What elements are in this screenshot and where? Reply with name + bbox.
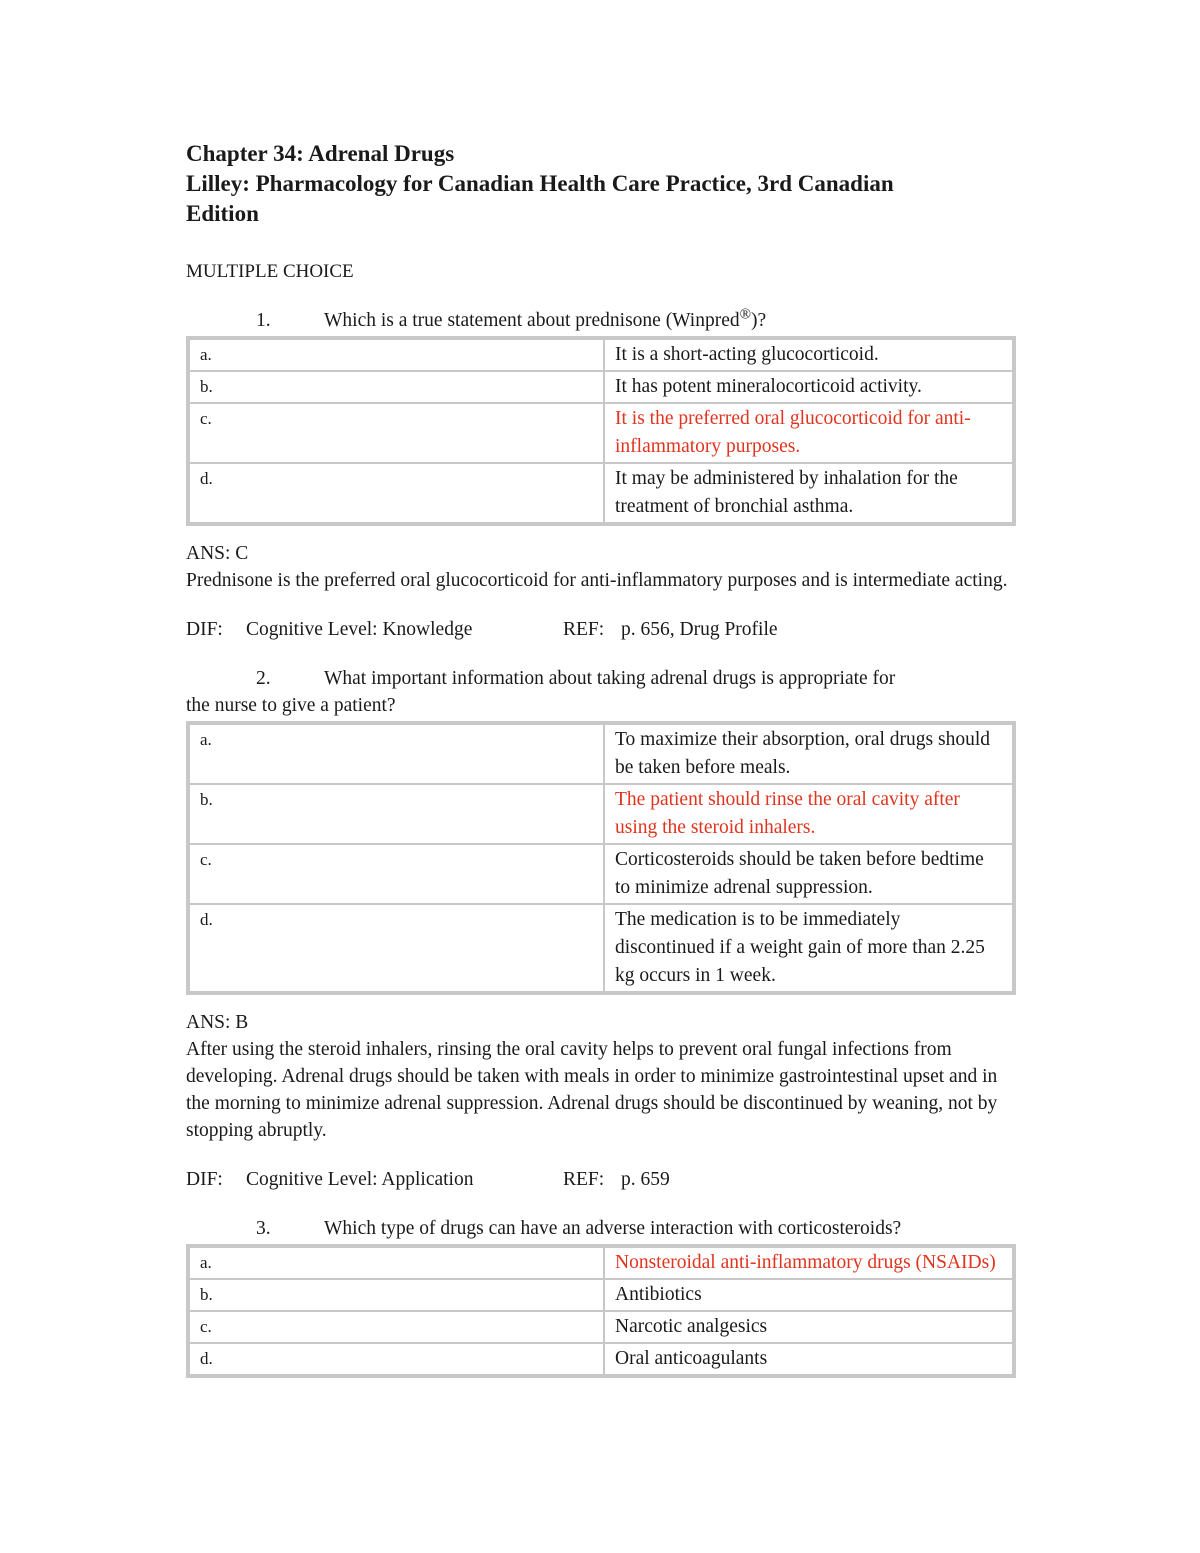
question-3-options [186,1244,1016,1378]
option-letter: c. [189,844,604,904]
ref-value: p. 659 [621,1169,670,1190]
page-content [186,139,1016,1378]
option-letter: a. [189,1247,604,1279]
option-letter: b. [189,784,604,844]
answer-block [186,1009,1016,1144]
option-row [189,784,1013,844]
answer-key: ANS: C [186,543,249,564]
option-text-correct: Nonsteroidal anti-inflammatory drugs (NSAIDs) [604,1247,1013,1279]
option-letter: a. [189,339,604,371]
option-letter: d. [189,463,604,523]
option-text: Antibiotics [604,1279,1013,1311]
option-text: Corticosteroids should be taken before bedtime to minimize adrenal suppression. [604,844,1013,904]
answer-block [186,540,1016,594]
option-text: It is a short-acting glucocorticoid. [604,339,1013,371]
option-letter: c. [189,1311,604,1343]
option-row [189,403,1013,463]
option-text-correct: It is the preferred oral glucocorticoid for anti-inflammatory purposes. [604,403,1013,463]
option-letter: a. [189,724,604,784]
section-heading: MULTIPLE CHOICE [186,261,354,282]
book-title-line-1: Lilley: Pharmacology for Canadian Health Care Practice, 3rd Canadian [186,171,894,196]
question-2-options [186,721,1016,995]
book-title-line-2: Edition [186,201,259,226]
question-text: What important information about taking adrenal drugs is appropriate for [324,668,896,689]
question-number: 1. [256,310,271,331]
option-row [189,904,1013,992]
question-text: Which type of drugs can have an adverse interaction with corticosteroids? [324,1218,902,1239]
option-row [189,339,1013,371]
option-row [189,724,1013,784]
ref-value: p. 656, Drug Profile [621,619,778,640]
rationale: After using the steroid inhalers, rinsing the oral cavity helps to prevent oral fungal infections from developing. Adrenal drugs should be taken with meals in order to minimize gastrointestinal upset and in the morning to minimize adrenal suppression. Adrenal drugs should be discontinued by weaning, not by stopping abruptly. [186,1039,998,1141]
dif-value: Cognitive Level: Knowledge [246,619,473,640]
question-1-stem [186,307,1016,334]
option-letter: c. [189,403,604,463]
option-row [189,371,1013,403]
question-3-stem [186,1215,1016,1242]
ref-label: REF: [563,1169,605,1190]
difficulty-line [186,1166,1016,1193]
dif-value: Cognitive Level: Application [246,1169,474,1190]
option-text-correct: The patient should rinse the oral cavity after using the steroid inhalers. [604,784,1013,844]
option-text: It may be administered by inhalation for the treatment of bronchial asthma. [604,463,1013,523]
dif-label: DIF: [186,1169,223,1190]
question-text-continued: the nurse to give a patient? [186,695,396,716]
question-number: 3. [256,1218,271,1239]
answer-key: ANS: B [186,1012,249,1033]
option-row [189,463,1013,523]
option-text: Oral anticoagulants [604,1343,1013,1375]
option-row [189,844,1013,904]
registered-mark: ® [739,306,752,323]
ref-label: REF: [563,619,605,640]
chapter-title: Chapter 34: Adrenal Drugs [186,141,455,166]
option-row [189,1247,1013,1279]
option-text: The medication is to be immediately discontinued if a weight gain of more than 2.25 kg occurs in 1 week. [604,904,1013,992]
option-row [189,1343,1013,1375]
option-row [189,1279,1013,1311]
difficulty-line [186,616,1016,643]
question-text: Which is a true statement about prednisone (Winpred [324,310,740,331]
option-letter: b. [189,1279,604,1311]
option-text: To maximize their absorption, oral drugs should be taken before meals. [604,724,1013,784]
dif-label: DIF: [186,619,223,640]
question-number: 2. [256,668,271,689]
question-text-end: )? [751,310,767,331]
option-letter: d. [189,1343,604,1375]
option-letter: d. [189,904,604,992]
option-text: Narcotic analgesics [604,1311,1013,1343]
option-text: It has potent mineralocorticoid activity. [604,371,1013,403]
option-letter: b. [189,371,604,403]
question-1-options [186,336,1016,526]
question-2-stem [186,665,1016,719]
rationale: Prednisone is the preferred oral glucocorticoid for anti-inflammatory purposes and is intermediate acting. [186,570,1008,591]
option-row [189,1311,1013,1343]
